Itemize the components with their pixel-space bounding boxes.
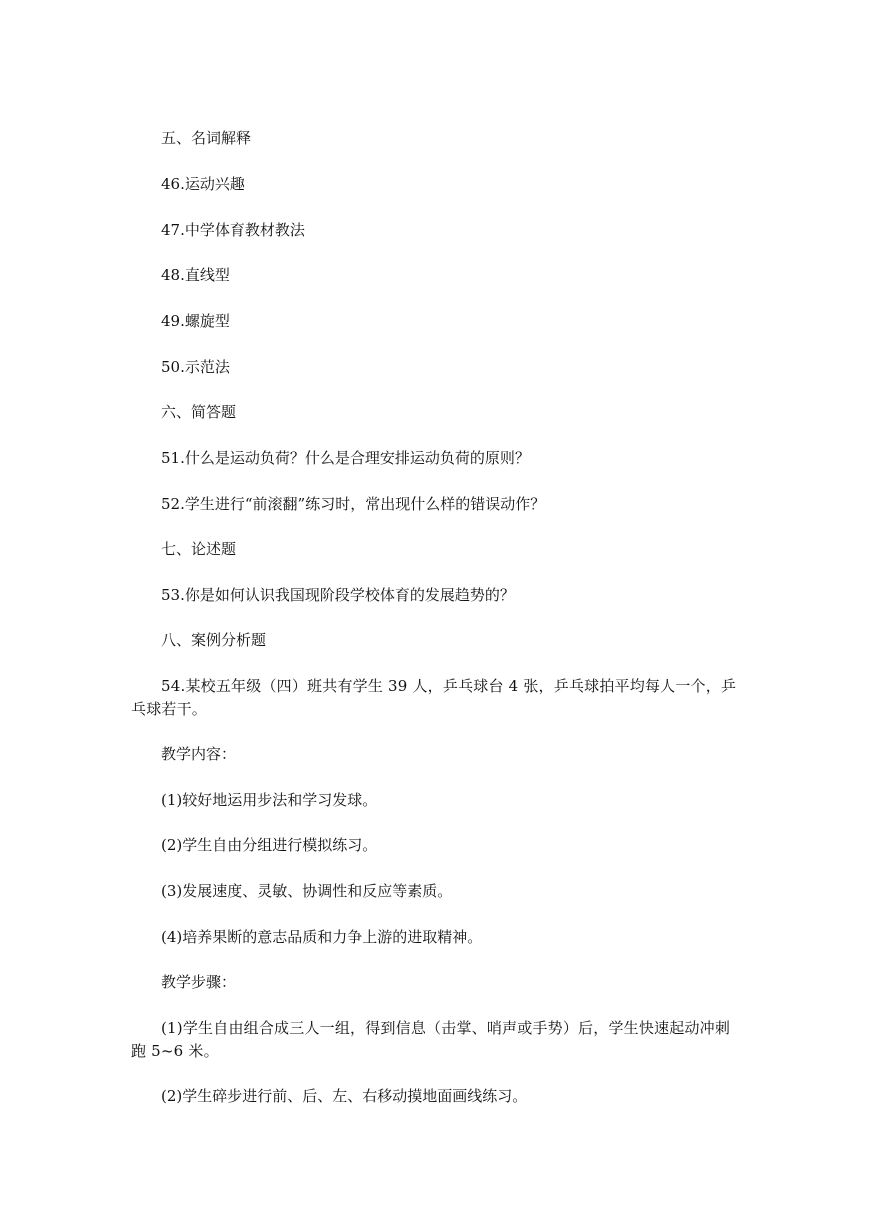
content-item-1: (1)较好地运用步法和学习发球。 bbox=[161, 791, 378, 809]
question-49: 49.螺旋型 bbox=[161, 312, 230, 330]
question-53: 53.你是如何认识我国现阶段学校体育的发展趋势的？ bbox=[161, 586, 515, 604]
section-heading-case-analysis: 八、案例分析题 bbox=[161, 631, 267, 649]
section-heading-short-answer: 六、简答题 bbox=[161, 403, 237, 421]
content-item-2: (2)学生自由分组进行模拟练习。 bbox=[161, 836, 378, 854]
question-46: 46.运动兴趣 bbox=[161, 175, 245, 193]
teaching-content-heading: 教学内容： bbox=[161, 745, 237, 763]
question-47: 47.中学体育教材教法 bbox=[161, 221, 305, 239]
step-item-2: (2)学生碎步进行前、后、左、右移动摸地面画线练习。 bbox=[161, 1087, 528, 1105]
question-51: 51.什么是运动负荷？什么是合理安排运动负荷的原则？ bbox=[161, 449, 530, 467]
step-item-1: (1)学生自由组合成三人一组，得到信息（击掌、哨声或手势）后，学生快速起动冲刺跑 5~6 米。 bbox=[131, 1019, 731, 1060]
section-heading-definitions: 五、名词解释 bbox=[161, 129, 252, 147]
content-item-3: (3)发展速度、灵敏、协调性和反应等素质。 bbox=[161, 882, 453, 900]
section-heading-essay: 七、论述题 bbox=[161, 540, 237, 558]
teaching-steps-heading: 教学步骤： bbox=[161, 973, 237, 991]
question-52: 52.学生进行“前滚翻”练习时，常出现什么样的错误动作？ bbox=[161, 495, 546, 513]
question-50: 50.示范法 bbox=[161, 358, 230, 376]
question-48: 48.直线型 bbox=[161, 266, 230, 284]
content-item-4: (4)培养果断的意志品质和力争上游的进取精神。 bbox=[161, 928, 483, 946]
question-54: 54.某校五年级（四）班共有学生 39 人，乒乓球台 4 张，乒乓球拍平均每人一个，乒乓球若干。 bbox=[131, 677, 737, 718]
